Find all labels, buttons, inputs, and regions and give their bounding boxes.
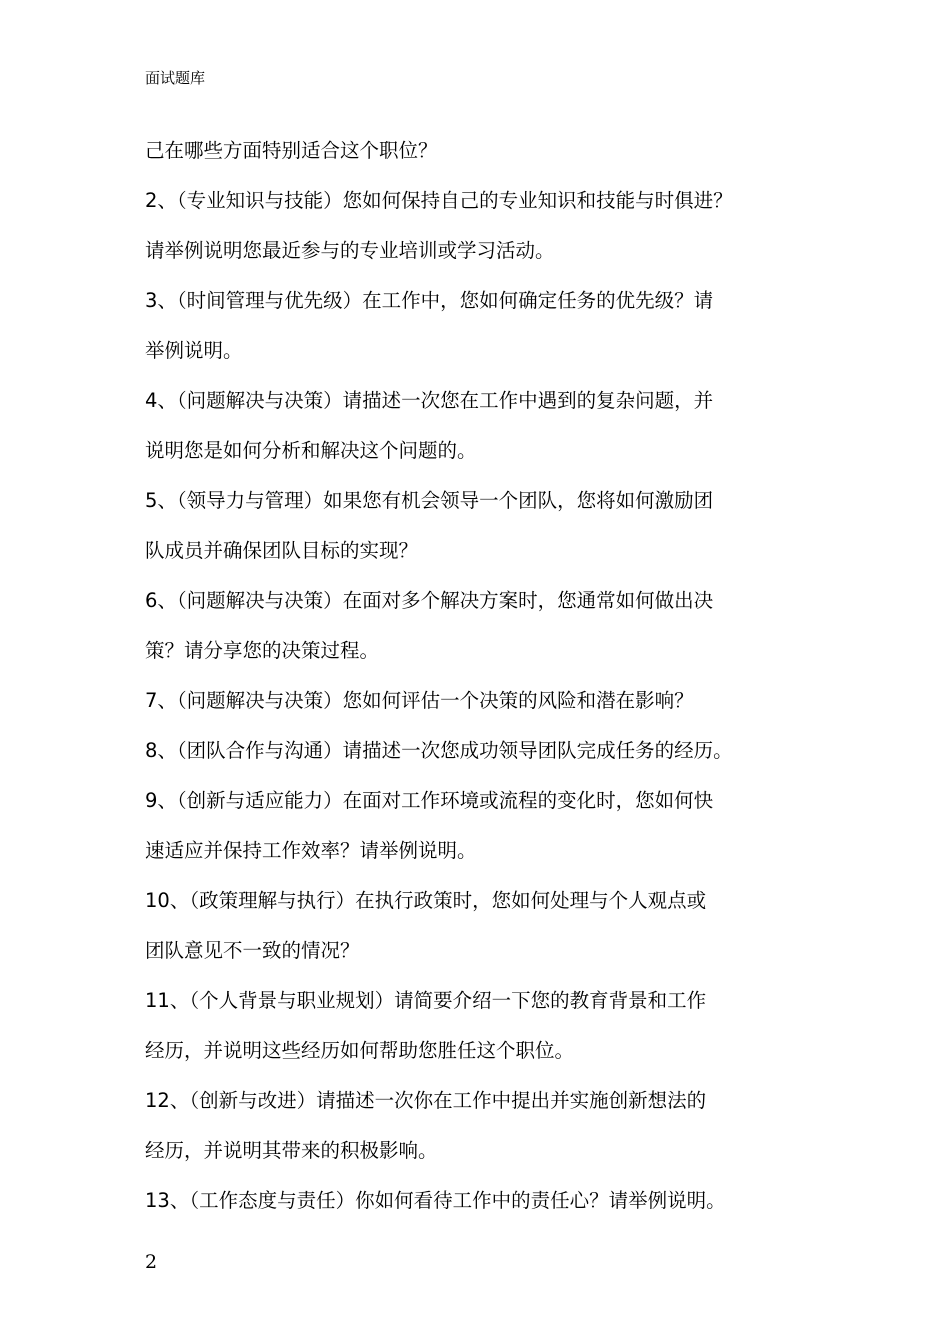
text-line: 10、（政策理解与执行）在执行政策时，您如何处理与个人观点或	[145, 889, 707, 912]
text-line: 团队意见不一致的情况？	[145, 939, 360, 962]
text-line: 5、（领导力与管理）如果您有机会领导一个团队，您将如何激励团	[145, 489, 714, 512]
question-list	[145, 126, 835, 1226]
text-line: 举例说明。	[145, 339, 243, 362]
text-line: 7、（问题解决与决策）您如何评估一个决策的风险和潜在影响？	[145, 689, 694, 712]
text-line: 经历，并说明这些经历如何帮助您胜任这个职位。	[145, 1039, 575, 1062]
text-line: 队成员并确保团队目标的实现？	[145, 539, 419, 562]
text-line: 8、（团队合作与沟通）请描述一次您成功领导团队完成任务的经历。	[145, 739, 733, 762]
text-line: 9、（创新与适应能力）在面对工作环境或流程的变化时，您如何快	[145, 789, 714, 812]
text-line: 己在哪些方面特别适合这个职位？	[145, 139, 438, 162]
text-line: 4、（问题解决与决策）请描述一次您在工作中遇到的复杂问题，并	[145, 389, 714, 412]
text-line: 策？请分享您的决策过程。	[145, 639, 380, 662]
text-line: 3、（时间管理与优先级）在工作中，您如何确定任务的优先级？请	[145, 289, 714, 312]
text-line: 12、（创新与改进）请描述一次你在工作中提出并实施创新想法的	[145, 1089, 707, 1112]
text-line: 说明您是如何分析和解决这个问题的。	[145, 439, 477, 462]
text-line: 请举例说明您最近参与的专业培训或学习活动。	[145, 239, 555, 262]
page-header: 面试题库	[145, 69, 206, 87]
text-line: 11、（个人背景与职业规划）请简要介绍一下您的教育背景和工作	[145, 989, 707, 1012]
text-line: 13、（工作态度与责任）你如何看待工作中的责任心？请举例说明。	[145, 1189, 726, 1212]
text-line: 经历，并说明其带来的积极影响。	[145, 1139, 438, 1162]
page-number: 2	[145, 1251, 158, 1273]
text-line: 速适应并保持工作效率？请举例说明。	[145, 839, 477, 862]
text-line: 2、（专业知识与技能）您如何保持自己的专业知识和技能与时俱进？	[145, 189, 733, 212]
text-line: 6、（问题解决与决策）在面对多个解决方案时，您通常如何做出决	[145, 589, 714, 612]
